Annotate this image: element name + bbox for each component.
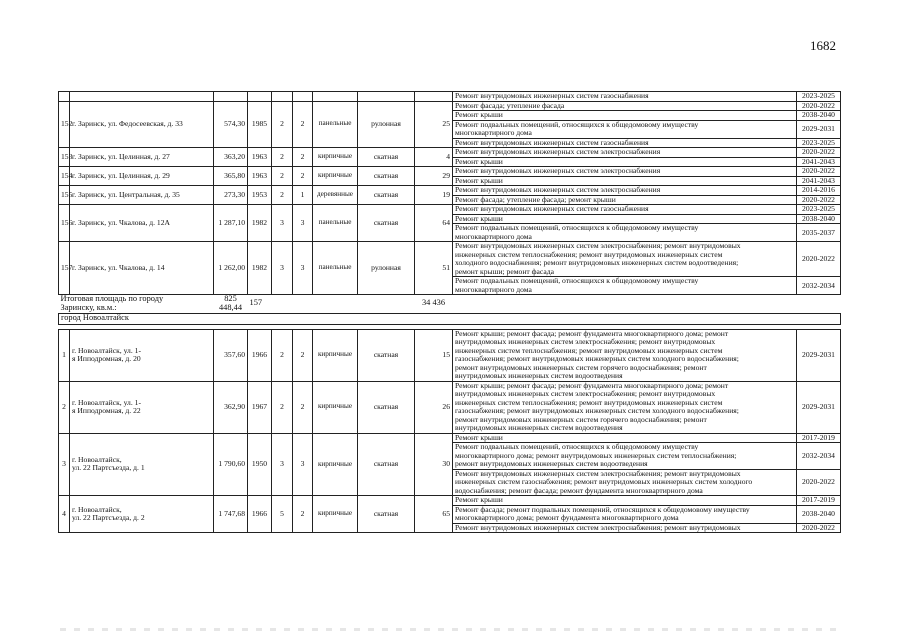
roof-cell: рулонная — [358, 242, 415, 295]
work-years: 2014-2016 — [797, 186, 841, 196]
row-number: 3 — [59, 433, 70, 496]
work-years: 2020-2022 — [797, 101, 841, 111]
row-number: 155 — [59, 186, 70, 205]
address-cell: г. Заринск, ул. Чкалова, д. 14 — [70, 242, 214, 295]
residents-cell — [415, 92, 453, 102]
year-cell — [248, 92, 272, 102]
work-years: 2038-2040 — [797, 214, 841, 224]
roof-cell: скатная — [358, 433, 415, 496]
walls-cell: кирпичные — [313, 329, 358, 381]
work-description: Ремонт внутридомовых инженерных систем электроснабжения; ремонт внутридомовых — [453, 523, 797, 533]
work-years: 2020-2022 — [797, 523, 841, 533]
area-cell: 273,30 — [214, 186, 248, 205]
work-description: Ремонт крыши; ремонт фасада; ремонт фундамента многоквартирного дома; ремонт внутридомовых инженерных систем электроснабжения; ремонт внутридомовых инженерных систем теплоснабжения; ремонт внутридомовых инженерных систем газоснабжения; ремонт внутридомовых инженерных систем холодного водоснабжения; ремонт внутридомовых инженерных систем горячего водоснабжения; ремонт внутридомовых инженерных систем водоотведения — [453, 329, 797, 381]
work-description: Ремонт внутридомовых инженерных систем электроснабжения — [453, 167, 797, 177]
table-row — [59, 496, 841, 506]
area-cell: 574,30 — [214, 101, 248, 148]
floors-cell: 2 — [272, 186, 293, 205]
address-cell: г. Заринск, ул. Федосеевская, д. 33 — [70, 101, 214, 148]
work-years: 2035-2037 — [797, 224, 841, 242]
year-cell: 1963 — [248, 167, 272, 186]
walls-cell: кирпичные — [313, 433, 358, 496]
residents-cell: 15 — [415, 329, 453, 381]
walls-cell: панельные — [313, 205, 358, 242]
summary-count: 157 — [248, 295, 313, 314]
work-description: Ремонт внутридомовых инженерных систем газоснабжения — [453, 205, 797, 215]
work-description: Ремонт крыши — [453, 111, 797, 121]
city-header: город Новоалтайск — [59, 313, 841, 324]
work-years: 2023-2025 — [797, 205, 841, 215]
city-header-row — [59, 313, 841, 324]
walls-cell: панельные — [313, 242, 358, 295]
walls-cell: панельные — [313, 101, 358, 148]
floors-cell: 3 — [272, 433, 293, 496]
work-description: Ремонт крыши — [453, 433, 797, 443]
area-cell: 1 747,68 — [214, 496, 248, 533]
row-number: 154 — [59, 167, 70, 186]
work-years: 2032-2034 — [797, 443, 841, 470]
work-years: 2020-2022 — [797, 148, 841, 158]
table-row — [59, 148, 841, 158]
roof-cell: скатная — [358, 381, 415, 433]
work-years: 2017-2019 — [797, 496, 841, 506]
year-cell: 1966 — [248, 329, 272, 381]
work-description: Ремонт крыши — [453, 157, 797, 167]
entrances-cell: 2 — [293, 148, 313, 167]
roof-cell: скатная — [358, 167, 415, 186]
area-cell: 1 790,60 — [214, 433, 248, 496]
walls-cell: кирпичные — [313, 148, 358, 167]
work-years: 2029-2031 — [797, 329, 841, 381]
page-number: 1682 — [810, 38, 836, 53]
work-description: Ремонт внутридомовых инженерных систем газоснабжения — [453, 92, 797, 102]
floors-cell — [272, 92, 293, 102]
summary-gap — [313, 295, 415, 314]
area-cell: 357,60 — [214, 329, 248, 381]
work-years: 2041-2043 — [797, 157, 841, 167]
summary-row — [59, 295, 841, 314]
floors-cell: 2 — [272, 101, 293, 148]
floors-cell: 2 — [272, 148, 293, 167]
residents-cell: 30 — [415, 433, 453, 496]
work-description: Ремонт внутридомовых инженерных систем электроснабжения — [453, 186, 797, 196]
floors-cell: 5 — [272, 496, 293, 533]
work-years: 2029-2031 — [797, 381, 841, 433]
entrances-cell: 2 — [293, 496, 313, 533]
year-cell: 1967 — [248, 381, 272, 433]
residents-cell: 4 — [415, 148, 453, 167]
work-years: 2041-2043 — [797, 176, 841, 186]
table-row — [59, 433, 841, 443]
address-cell — [70, 92, 214, 102]
roof-cell: скатная — [358, 148, 415, 167]
address-cell: г. Новоалтайск, ул. 1- я Ипподромная, д. 22 — [70, 381, 214, 433]
row-number: 156 — [59, 205, 70, 242]
year-cell: 1953 — [248, 186, 272, 205]
work-description: Ремонт подвальных помещений, относящихся к общедомовому имуществу многоквартирного дома — [453, 277, 797, 295]
work-description: Ремонт крыши — [453, 176, 797, 186]
work-years: 2020-2022 — [797, 195, 841, 205]
year-cell: 1985 — [248, 101, 272, 148]
work-years: 2023-2025 — [797, 138, 841, 148]
summary-area: 825 448,44 — [214, 295, 248, 314]
table-row — [59, 381, 841, 433]
residents-cell: 51 — [415, 242, 453, 295]
work-description: Ремонт внутридомовых инженерных систем электроснабжения; ремонт внутридомовых инженерных систем газоснабжения; ремонт внутридомовых инженерных систем холодного водоснабжения; ремонт фасада; ремонт фундамента многоквартирного дома — [453, 469, 797, 496]
summary-label: Итоговая площадь по городу Заринску, кв.м.: — [59, 295, 214, 314]
address-cell: г. Новоалтайск, ул. 1- я Ипподромная, д. 20 — [70, 329, 214, 381]
walls-cell: деревянные — [313, 186, 358, 205]
work-description: Ремонт крыши — [453, 496, 797, 506]
work-years: 2029-2031 — [797, 120, 841, 138]
residents-cell: 25 — [415, 101, 453, 148]
work-description: Ремонт подвальных помещений, относящихся к общедомовому имуществу многоквартирного дома — [453, 120, 797, 138]
work-years: 2038-2040 — [797, 111, 841, 121]
area-cell: 363,20 — [214, 148, 248, 167]
work-years: 2032-2034 — [797, 277, 841, 295]
row-number: 153 — [59, 148, 70, 167]
roof-cell: скатная — [358, 205, 415, 242]
roof-cell — [358, 92, 415, 102]
work-description: Ремонт внутридомовых инженерных систем электроснабжения — [453, 148, 797, 158]
address-cell: г. Заринск, ул. Центральная, д. 35 — [70, 186, 214, 205]
work-years: 2023-2025 — [797, 92, 841, 102]
year-cell: 1950 — [248, 433, 272, 496]
walls-cell: кирпичные — [313, 496, 358, 533]
year-cell: 1982 — [248, 205, 272, 242]
entrances-cell: 3 — [293, 433, 313, 496]
work-description: Ремонт внутридомовых инженерных систем газоснабжения — [453, 138, 797, 148]
entrances-cell: 3 — [293, 242, 313, 295]
summary-empty — [453, 295, 841, 314]
year-cell: 1966 — [248, 496, 272, 533]
residents-cell: 64 — [415, 205, 453, 242]
table-row — [59, 329, 841, 381]
work-description: Ремонт крыши — [453, 214, 797, 224]
residents-cell: 26 — [415, 381, 453, 433]
area-cell: 1 262,00 — [214, 242, 248, 295]
floors-cell: 3 — [272, 242, 293, 295]
address-cell: г. Новоалтайск, ул. 22 Партсъезда, д. 1 — [70, 433, 214, 496]
entrances-cell — [293, 92, 313, 102]
row-number: 157 — [59, 242, 70, 295]
scan-artifact — [60, 628, 840, 631]
entrances-cell: 1 — [293, 186, 313, 205]
work-description: Ремонт фасада; утепление фасада — [453, 101, 797, 111]
roof-cell: скатная — [358, 186, 415, 205]
summary-residents: 34 436 — [415, 295, 453, 314]
table-row — [59, 101, 841, 111]
work-description: Ремонт фасада; утепление фасада; ремонт крыши — [453, 195, 797, 205]
work-years: 2020-2022 — [797, 469, 841, 496]
work-description: Ремонт подвальных помещений, относящихся к общедомовому имуществу многоквартирного дома — [453, 224, 797, 242]
repair-program-table — [58, 91, 841, 533]
address-cell: г. Заринск, ул. Целинная, д. 29 — [70, 167, 214, 186]
floors-cell: 2 — [272, 381, 293, 433]
residents-cell: 65 — [415, 496, 453, 533]
area-cell: 362,90 — [214, 381, 248, 433]
roof-cell: скатная — [358, 496, 415, 533]
entrances-cell: 3 — [293, 205, 313, 242]
work-description: Ремонт крыши; ремонт фасада; ремонт фундамента многоквартирного дома; ремонт внутридомовых инженерных систем электроснабжения; ремонт внутридомовых инженерных систем теплоснабжения; ремонт внутридомовых инженерных систем газоснабжения; ремонт внутридомовых инженерных систем холодного водоснабжения; ремонт внутридомовых инженерных систем горячего водоснабжения; ремонт внутридомовых инженерных систем водоотведения — [453, 381, 797, 433]
area-cell: 1 287,10 — [214, 205, 248, 242]
walls-cell: кирпичные — [313, 381, 358, 433]
address-cell: г. Заринск, ул. Чкалова, д. 12А — [70, 205, 214, 242]
roof-cell: скатная — [358, 329, 415, 381]
row-number: 1 — [59, 329, 70, 381]
work-years: 2020-2022 — [797, 242, 841, 277]
address-cell: г. Заринск, ул. Целинная, д. 27 — [70, 148, 214, 167]
row-number: 2 — [59, 381, 70, 433]
work-years: 2017-2019 — [797, 433, 841, 443]
work-description: Ремонт подвальных помещений, относящихся к общедомовому имуществу многоквартирного дома; ремонт внутридомовых инженерных систем теплоснабжения; ремонт внутридомовых инженерных систем водоотведения — [453, 443, 797, 470]
address-cell: г. Новоалтайск, ул. 22 Партсъезда, д. 2 — [70, 496, 214, 533]
work-years: 2020-2022 — [797, 167, 841, 177]
entrances-cell: 2 — [293, 101, 313, 148]
area-cell: 365,80 — [214, 167, 248, 186]
table-row — [59, 92, 841, 102]
floors-cell: 2 — [272, 167, 293, 186]
residents-cell: 19 — [415, 186, 453, 205]
walls-cell — [313, 92, 358, 102]
floors-cell: 2 — [272, 329, 293, 381]
roof-cell: рулонная — [358, 101, 415, 148]
work-description: Ремонт фасада; ремонт подвальных помещений, относящихся к общедомовому имуществу многоквартирного дома; ремонт фундамента многоквартирного дома — [453, 505, 797, 523]
floors-cell: 3 — [272, 205, 293, 242]
table-row — [59, 242, 841, 277]
work-years: 2038-2040 — [797, 505, 841, 523]
residents-cell: 29 — [415, 167, 453, 186]
table-row — [59, 205, 841, 215]
entrances-cell: 2 — [293, 381, 313, 433]
row-number — [59, 92, 70, 102]
row-number: 4 — [59, 496, 70, 533]
entrances-cell: 2 — [293, 329, 313, 381]
area-cell — [214, 92, 248, 102]
row-number: 152 — [59, 101, 70, 148]
walls-cell: кирпичные — [313, 167, 358, 186]
entrances-cell: 2 — [293, 167, 313, 186]
work-description: Ремонт внутридомовых инженерных систем электроснабжения; ремонт внутридомовых инженерных систем теплоснабжения; ремонт внутридомовых инженерных систем холодного водоснабжения; ремонт внутридомовых инженерных систем водоотведения; ремонт крыши; ремонт фасада — [453, 242, 797, 277]
table-row — [59, 186, 841, 196]
year-cell: 1982 — [248, 242, 272, 295]
year-cell: 1963 — [248, 148, 272, 167]
table-row — [59, 167, 841, 177]
